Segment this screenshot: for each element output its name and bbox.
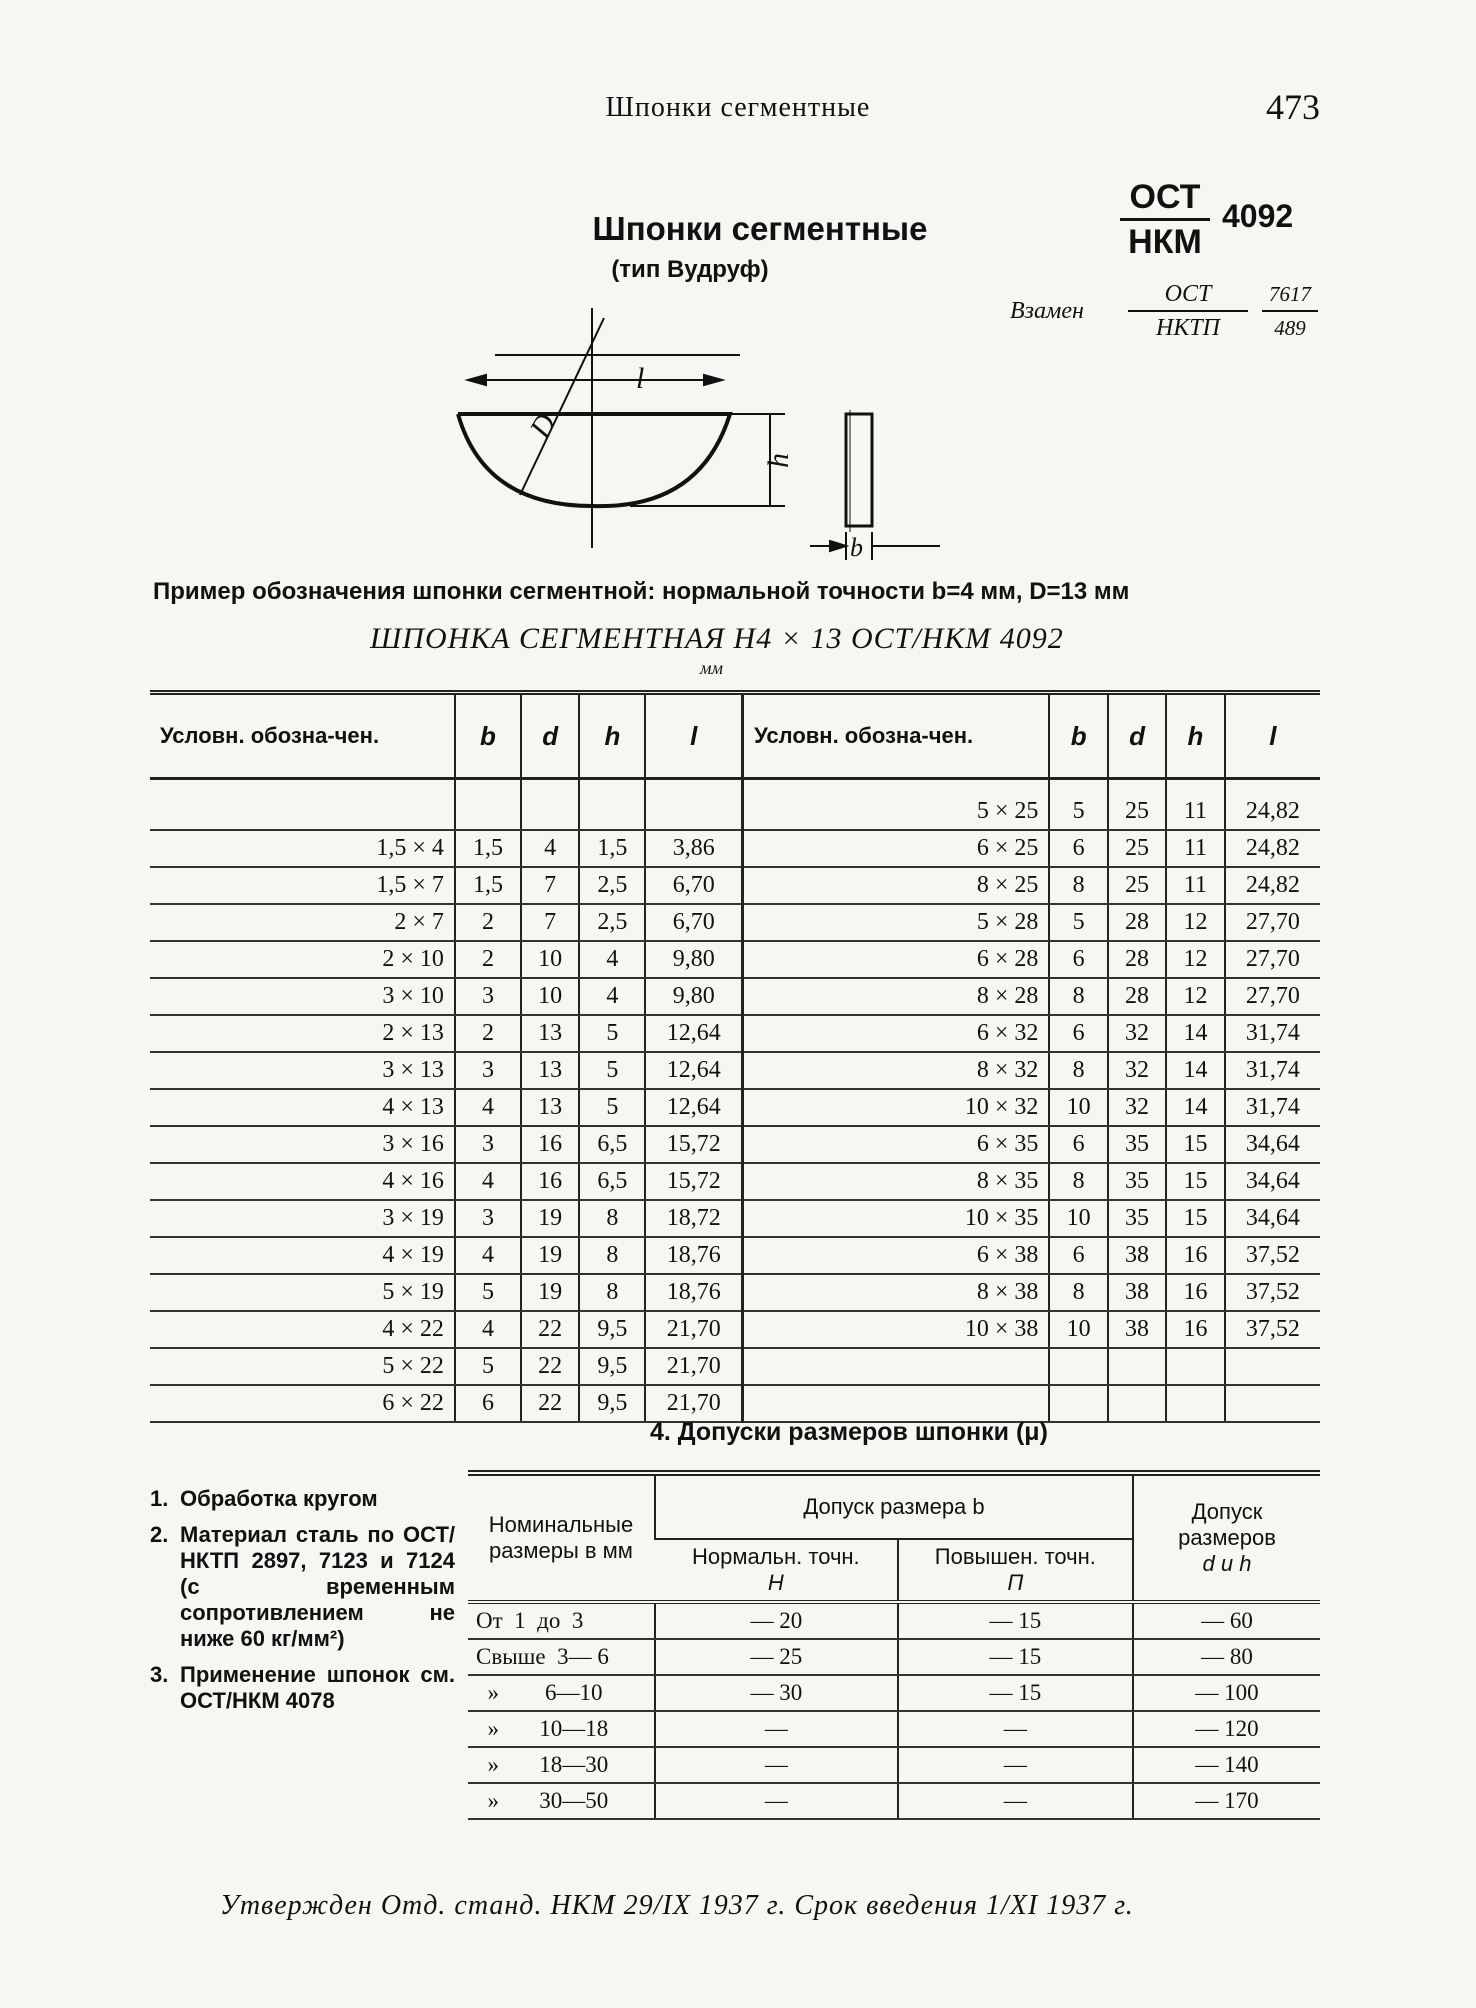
cell-b: 2 bbox=[455, 904, 521, 941]
cell-h bbox=[1166, 1348, 1224, 1385]
cell-l: 15,72 bbox=[645, 1163, 742, 1200]
table-row bbox=[150, 1311, 1320, 1348]
header-nominal: Номинальные размеры в мм bbox=[488, 1512, 634, 1563]
cell-b: 10 bbox=[1049, 1200, 1107, 1237]
cell-normal-tolerance: — bbox=[655, 1783, 898, 1819]
cell-d bbox=[521, 779, 579, 831]
cell-b: 6 bbox=[455, 1385, 521, 1422]
cell-normal-tolerance: — bbox=[655, 1747, 898, 1783]
cell-raised-tolerance: — bbox=[898, 1783, 1133, 1819]
cell-b: 3 bbox=[455, 1200, 521, 1237]
cell-l bbox=[1225, 1385, 1320, 1422]
header-normal-label: Нормальн. точн. bbox=[691, 1544, 860, 1569]
cell-designation: 8 × 25 bbox=[743, 867, 1050, 904]
cell-designation: 10 × 32 bbox=[743, 1089, 1050, 1126]
cell-h: 9,5 bbox=[579, 1348, 645, 1385]
table-row bbox=[150, 904, 1320, 941]
header-raised-symbol: П bbox=[1007, 1570, 1024, 1595]
standard-designation bbox=[1120, 176, 1320, 266]
cell-h: 11 bbox=[1166, 779, 1224, 831]
cell-b: 5 bbox=[1049, 904, 1107, 941]
cell-designation: 5 × 28 bbox=[743, 904, 1050, 941]
cell-h: 16 bbox=[1166, 1237, 1224, 1274]
cell-h: 9,5 bbox=[579, 1311, 645, 1348]
cell-d: 35 bbox=[1108, 1163, 1166, 1200]
cell-nominal-size: » 30—50 bbox=[468, 1783, 655, 1819]
cell-b bbox=[1049, 1385, 1107, 1422]
cell-d: 10 bbox=[521, 941, 579, 978]
cell-l bbox=[1225, 1348, 1320, 1385]
cell-h: 8 bbox=[579, 1237, 645, 1274]
cell-b: 8 bbox=[1049, 1052, 1107, 1089]
cell-designation: 3 × 13 bbox=[150, 1052, 455, 1089]
header-tolerance-b: Допуск размера b bbox=[655, 1473, 1133, 1539]
table-row bbox=[150, 1089, 1320, 1126]
note-number: 3. bbox=[150, 1662, 169, 1687]
cell-designation bbox=[743, 1348, 1050, 1385]
cell-designation: 3 × 10 bbox=[150, 978, 455, 1015]
replaces-numerator: ОСТ bbox=[1128, 278, 1248, 312]
cell-designation: 1,5 × 7 bbox=[150, 867, 455, 904]
header-l: l bbox=[1225, 693, 1320, 779]
cell-designation: 2 × 10 bbox=[150, 941, 455, 978]
cell-b: 6 bbox=[1049, 830, 1107, 867]
cell-dh-tolerance: — 60 bbox=[1133, 1602, 1320, 1639]
cell-nominal-size: » 6—10 bbox=[468, 1675, 655, 1711]
cell-l: 18,72 bbox=[645, 1200, 742, 1237]
cell-b bbox=[1049, 1348, 1107, 1385]
cell-d: 32 bbox=[1108, 1052, 1166, 1089]
table-row bbox=[150, 1052, 1320, 1089]
cell-d: 4 bbox=[521, 830, 579, 867]
cell-d: 22 bbox=[521, 1348, 579, 1385]
header-designation: Условн. обозна-чен. bbox=[743, 693, 1050, 779]
cell-l: 27,70 bbox=[1225, 904, 1320, 941]
cell-b: 10 bbox=[1049, 1311, 1107, 1348]
cell-dh-tolerance: — 140 bbox=[1133, 1747, 1320, 1783]
table-row bbox=[468, 1711, 1320, 1747]
header-l: l bbox=[645, 693, 742, 779]
header-designation: Условн. обозна-чен. bbox=[160, 723, 380, 748]
cell-d: 35 bbox=[1108, 1126, 1166, 1163]
cell-b: 6 bbox=[1049, 1237, 1107, 1274]
cell-d bbox=[1108, 1385, 1166, 1422]
table-row bbox=[468, 1602, 1320, 1639]
header-tolerance-dh-symbol: d и h bbox=[1202, 1551, 1252, 1576]
cell-b: 4 bbox=[455, 1237, 521, 1274]
note-number: 1. bbox=[150, 1486, 169, 1511]
standard-numerator: ОСТ bbox=[1120, 176, 1210, 221]
cell-l: 27,70 bbox=[1225, 978, 1320, 1015]
cell-l: 12,64 bbox=[645, 1015, 742, 1052]
header-tolerance-dh-label: Допуск размеров bbox=[1178, 1499, 1276, 1550]
cell-b: 8 bbox=[1049, 978, 1107, 1015]
table-row bbox=[150, 867, 1320, 904]
table-row bbox=[150, 941, 1320, 978]
cell-l: 21,70 bbox=[645, 1385, 742, 1422]
header-h: h bbox=[579, 693, 645, 779]
cell-b: 3 bbox=[455, 1126, 521, 1163]
cell-l: 21,70 bbox=[645, 1348, 742, 1385]
cell-d: 28 bbox=[1108, 904, 1166, 941]
cell-dh-tolerance: — 100 bbox=[1133, 1675, 1320, 1711]
cell-nominal-size: Свыше 3— 6 bbox=[468, 1639, 655, 1675]
cell-d: 22 bbox=[521, 1385, 579, 1422]
cell-d: 13 bbox=[521, 1089, 579, 1126]
cell-l: 37,52 bbox=[1225, 1274, 1320, 1311]
cell-designation: 4 × 13 bbox=[150, 1089, 455, 1126]
cell-h: 14 bbox=[1166, 1015, 1224, 1052]
cell-d: 19 bbox=[521, 1200, 579, 1237]
cell-l: 34,64 bbox=[1225, 1126, 1320, 1163]
cell-h: 8 bbox=[579, 1200, 645, 1237]
replaces-number-top: 7617 bbox=[1262, 278, 1318, 312]
cell-h: 5 bbox=[579, 1015, 645, 1052]
cell-b: 5 bbox=[455, 1274, 521, 1311]
cell-designation: 5 × 22 bbox=[150, 1348, 455, 1385]
cell-l: 6,70 bbox=[645, 904, 742, 941]
cell-b: 3 bbox=[455, 978, 521, 1015]
table-row bbox=[150, 1163, 1320, 1200]
note-text: Обработка кругом bbox=[180, 1486, 378, 1511]
cell-h: 8 bbox=[579, 1274, 645, 1311]
cell-l: 21,70 bbox=[645, 1311, 742, 1348]
table-row bbox=[468, 1675, 1320, 1711]
table-row bbox=[150, 1237, 1320, 1274]
cell-d: 25 bbox=[1108, 779, 1166, 831]
cell-d: 25 bbox=[1108, 830, 1166, 867]
cell-l: 31,74 bbox=[1225, 1089, 1320, 1126]
cell-h bbox=[1166, 1385, 1224, 1422]
cell-raised-tolerance: — bbox=[898, 1711, 1133, 1747]
cell-dh-tolerance: — 120 bbox=[1133, 1711, 1320, 1747]
cell-designation: 2 × 7 bbox=[150, 904, 455, 941]
cell-l: 31,74 bbox=[1225, 1015, 1320, 1052]
cell-designation: 3 × 16 bbox=[150, 1126, 455, 1163]
cell-l: 12,64 bbox=[645, 1089, 742, 1126]
cell-d: 19 bbox=[521, 1237, 579, 1274]
table-row bbox=[150, 1274, 1320, 1311]
cell-b: 1,5 bbox=[455, 830, 521, 867]
unit-label: мм bbox=[700, 658, 723, 678]
arrow-left-icon bbox=[468, 375, 486, 385]
cell-nominal-size: » 10—18 bbox=[468, 1711, 655, 1747]
cell-b: 5 bbox=[1049, 779, 1107, 831]
table-row bbox=[150, 1200, 1320, 1237]
cell-l: 34,64 bbox=[1225, 1163, 1320, 1200]
cell-h: 11 bbox=[1166, 830, 1224, 867]
table-header-row bbox=[468, 1473, 1320, 1539]
cell-d: 10 bbox=[521, 978, 579, 1015]
cell-raised-tolerance: — 15 bbox=[898, 1639, 1133, 1675]
cell-b: 6 bbox=[1049, 1015, 1107, 1052]
header-normal-symbol: Н bbox=[767, 1570, 784, 1595]
cell-designation: 8 × 28 bbox=[743, 978, 1050, 1015]
cell-b: 6 bbox=[1049, 941, 1107, 978]
cell-h: 16 bbox=[1166, 1311, 1224, 1348]
replaces-numbers bbox=[1262, 278, 1318, 344]
cell-h: 4 bbox=[579, 978, 645, 1015]
arrow-right-icon bbox=[704, 375, 722, 385]
cell-l: 12,64 bbox=[645, 1052, 742, 1089]
cell-d: 35 bbox=[1108, 1200, 1166, 1237]
cell-h: 2,5 bbox=[579, 904, 645, 941]
cell-l: 24,82 bbox=[1225, 779, 1320, 831]
cell-b: 6 bbox=[1049, 1126, 1107, 1163]
cell-d: 28 bbox=[1108, 941, 1166, 978]
cell-designation: 8 × 32 bbox=[743, 1052, 1050, 1089]
cell-normal-tolerance: — 30 bbox=[655, 1675, 898, 1711]
table-row bbox=[150, 978, 1320, 1015]
cell-d: 19 bbox=[521, 1274, 579, 1311]
cell-l: 9,80 bbox=[645, 941, 742, 978]
tolerance-table-body bbox=[468, 1602, 1320, 1819]
approval-footer: Утвержден Отд. станд. НКМ 29/IX 1937 г. Срок введения 1/XI 1937 г. bbox=[220, 1890, 1134, 1921]
cell-h: 12 bbox=[1166, 978, 1224, 1015]
tolerance-table-title: 4. Допуски размеров шпонки (μ) bbox=[650, 1418, 1048, 1446]
cell-l: 37,52 bbox=[1225, 1237, 1320, 1274]
cell-designation: 6 × 35 bbox=[743, 1126, 1050, 1163]
cell-dh-tolerance: — 80 bbox=[1133, 1639, 1320, 1675]
notes-list bbox=[150, 1486, 455, 1724]
table-row bbox=[150, 779, 1320, 831]
table-row bbox=[468, 1783, 1320, 1819]
cell-l: 3,86 bbox=[645, 830, 742, 867]
cell-designation: 6 × 32 bbox=[743, 1015, 1050, 1052]
cell-d: 16 bbox=[521, 1126, 579, 1163]
cell-designation: 4 × 19 bbox=[150, 1237, 455, 1274]
cell-designation: 8 × 38 bbox=[743, 1274, 1050, 1311]
cell-d: 32 bbox=[1108, 1089, 1166, 1126]
cell-raised-tolerance: — bbox=[898, 1747, 1133, 1783]
label-D: D bbox=[523, 408, 563, 444]
label-b: b bbox=[850, 533, 863, 560]
header-h: h bbox=[1166, 693, 1224, 779]
note-text: Применение шпонок см. ОСТ/НКМ 4078 bbox=[180, 1662, 455, 1713]
cell-b: 1,5 bbox=[455, 867, 521, 904]
cell-normal-tolerance: — 25 bbox=[655, 1639, 898, 1675]
page-subtitle: (тип Вудруф) bbox=[611, 256, 769, 283]
cell-designation: 6 × 22 bbox=[150, 1385, 455, 1422]
header-raised-accuracy bbox=[898, 1539, 1133, 1602]
cell-designation: 3 × 19 bbox=[150, 1200, 455, 1237]
cell-l: 37,52 bbox=[1225, 1311, 1320, 1348]
cell-d bbox=[1108, 1348, 1166, 1385]
cell-designation: 1,5 × 4 bbox=[150, 830, 455, 867]
key-sketch bbox=[440, 300, 960, 560]
header-b: b bbox=[455, 693, 521, 779]
page-title: Шпонки сегментные bbox=[592, 210, 928, 247]
cell-l bbox=[645, 779, 742, 831]
cell-b: 4 bbox=[455, 1089, 521, 1126]
note-item bbox=[150, 1486, 455, 1512]
cell-d: 38 bbox=[1108, 1274, 1166, 1311]
note-item bbox=[150, 1662, 455, 1714]
replaces-fraction bbox=[1128, 278, 1248, 344]
replaces-denominator: НКТП bbox=[1156, 315, 1220, 341]
page-number: 473 bbox=[1266, 87, 1320, 127]
arrow-right-icon bbox=[830, 541, 846, 551]
cell-dh-tolerance: — 170 bbox=[1133, 1783, 1320, 1819]
cell-d: 22 bbox=[521, 1311, 579, 1348]
example-text: Пример обозначения шпонки сегментной: нормальной точности b=4 мм, D=13 мм bbox=[153, 578, 1130, 605]
cell-b: 2 bbox=[455, 941, 521, 978]
cell-d: 13 bbox=[521, 1052, 579, 1089]
cell-designation: 6 × 28 bbox=[743, 941, 1050, 978]
cell-h: 6,5 bbox=[579, 1126, 645, 1163]
cell-l: 24,82 bbox=[1225, 867, 1320, 904]
header-raised-label: Повышен. точн. bbox=[934, 1544, 1096, 1569]
cell-designation: 5 × 25 bbox=[743, 779, 1050, 831]
header-d: d bbox=[1108, 693, 1166, 779]
cell-h: 5 bbox=[579, 1089, 645, 1126]
cell-h: 15 bbox=[1166, 1126, 1224, 1163]
cell-normal-tolerance: — bbox=[655, 1711, 898, 1747]
cell-b: 10 bbox=[1049, 1089, 1107, 1126]
table-row bbox=[150, 1015, 1320, 1052]
cell-h: 5 bbox=[579, 1052, 645, 1089]
header-tolerance-dh bbox=[1133, 1473, 1320, 1602]
standard-fraction bbox=[1120, 176, 1210, 263]
cell-h: 6,5 bbox=[579, 1163, 645, 1200]
cell-b: 2 bbox=[455, 1015, 521, 1052]
cell-h: 11 bbox=[1166, 867, 1224, 904]
cell-raised-tolerance: — 15 bbox=[898, 1675, 1133, 1711]
label-h: h bbox=[762, 453, 795, 468]
cell-designation: 2 × 13 bbox=[150, 1015, 455, 1052]
cell-designation: 10 × 38 bbox=[743, 1311, 1050, 1348]
cell-l: 34,64 bbox=[1225, 1200, 1320, 1237]
cell-l: 18,76 bbox=[645, 1237, 742, 1274]
cell-l: 18,76 bbox=[645, 1274, 742, 1311]
cell-d: 38 bbox=[1108, 1311, 1166, 1348]
table-row bbox=[468, 1747, 1320, 1783]
cell-d: 16 bbox=[521, 1163, 579, 1200]
cell-b: 4 bbox=[455, 1311, 521, 1348]
table-row bbox=[150, 1126, 1320, 1163]
example-designation: ШПОНКА СЕГМЕНТНАЯ Н4 × 13 ОСТ/НКМ 4092 bbox=[370, 622, 1064, 655]
cell-h: 15 bbox=[1166, 1200, 1224, 1237]
cell-h: 15 bbox=[1166, 1163, 1224, 1200]
dimensions-table-body bbox=[150, 779, 1320, 1423]
cell-d: 13 bbox=[521, 1015, 579, 1052]
cell-b: 8 bbox=[1049, 867, 1107, 904]
cell-l: 24,82 bbox=[1225, 830, 1320, 867]
cell-designation: 5 × 19 bbox=[150, 1274, 455, 1311]
standard-denominator: НКМ bbox=[1128, 223, 1202, 261]
header-normal-accuracy bbox=[655, 1539, 898, 1602]
cell-designation: 6 × 25 bbox=[743, 830, 1050, 867]
table-row bbox=[150, 1385, 1320, 1422]
cell-b: 8 bbox=[1049, 1274, 1107, 1311]
cell-normal-tolerance: — 20 bbox=[655, 1602, 898, 1639]
cell-l: 6,70 bbox=[645, 867, 742, 904]
cell-h bbox=[579, 779, 645, 831]
cell-designation: 8 × 35 bbox=[743, 1163, 1050, 1200]
cell-b: 8 bbox=[1049, 1163, 1107, 1200]
table-row bbox=[150, 1348, 1320, 1385]
cell-h: 16 bbox=[1166, 1274, 1224, 1311]
replaces-standard bbox=[1010, 278, 1320, 348]
table-header-row bbox=[150, 693, 1320, 779]
cell-h: 14 bbox=[1166, 1052, 1224, 1089]
cell-h: 12 bbox=[1166, 941, 1224, 978]
cell-h: 12 bbox=[1166, 904, 1224, 941]
cell-nominal-size: » 18—30 bbox=[468, 1747, 655, 1783]
note-number: 2. bbox=[150, 1522, 169, 1547]
cell-designation bbox=[150, 779, 455, 831]
cell-b: 5 bbox=[455, 1348, 521, 1385]
note-text: Материал сталь по ОСТ/НКТП 2897, 7123 и 7124 (с временным сопротивлением не ниже 60 кг/мм²) bbox=[180, 1522, 455, 1651]
cell-h: 1,5 bbox=[579, 830, 645, 867]
cell-designation: 6 × 38 bbox=[743, 1237, 1050, 1274]
cell-designation: 4 × 22 bbox=[150, 1311, 455, 1348]
cell-designation bbox=[743, 1385, 1050, 1422]
cell-d: 28 bbox=[1108, 978, 1166, 1015]
cell-d: 7 bbox=[521, 904, 579, 941]
cell-l: 9,80 bbox=[645, 978, 742, 1015]
cell-l: 31,74 bbox=[1225, 1052, 1320, 1089]
note-item bbox=[150, 1522, 455, 1652]
cell-d: 25 bbox=[1108, 867, 1166, 904]
cell-d: 32 bbox=[1108, 1015, 1166, 1052]
cell-d: 7 bbox=[521, 867, 579, 904]
dimensions-table bbox=[150, 690, 1320, 1423]
cell-b: 3 bbox=[455, 1052, 521, 1089]
table-row bbox=[150, 830, 1320, 867]
standard-number: 4092 bbox=[1222, 198, 1294, 234]
cell-raised-tolerance: — 15 bbox=[898, 1602, 1133, 1639]
cell-h: 9,5 bbox=[579, 1385, 645, 1422]
tolerance-table bbox=[468, 1470, 1320, 1820]
cell-nominal-size: От 1 до 3 bbox=[468, 1602, 655, 1639]
header-b: b bbox=[1049, 693, 1107, 779]
cell-h: 14 bbox=[1166, 1089, 1224, 1126]
cell-b bbox=[455, 779, 521, 831]
table-row bbox=[468, 1639, 1320, 1675]
cell-h: 2,5 bbox=[579, 867, 645, 904]
running-title: Шпонки сегментные bbox=[605, 92, 871, 123]
label-l: l bbox=[636, 362, 645, 395]
cell-d: 38 bbox=[1108, 1237, 1166, 1274]
cell-designation: 10 × 35 bbox=[743, 1200, 1050, 1237]
cell-h: 4 bbox=[579, 941, 645, 978]
cell-l: 15,72 bbox=[645, 1126, 742, 1163]
cell-l: 27,70 bbox=[1225, 941, 1320, 978]
cell-b: 4 bbox=[455, 1163, 521, 1200]
replaces-label: Взамен bbox=[1010, 298, 1084, 324]
segment-outline bbox=[458, 414, 730, 506]
replaces-number-bottom: 489 bbox=[1274, 316, 1306, 340]
cell-designation: 4 × 16 bbox=[150, 1163, 455, 1200]
header-d: d bbox=[521, 693, 579, 779]
